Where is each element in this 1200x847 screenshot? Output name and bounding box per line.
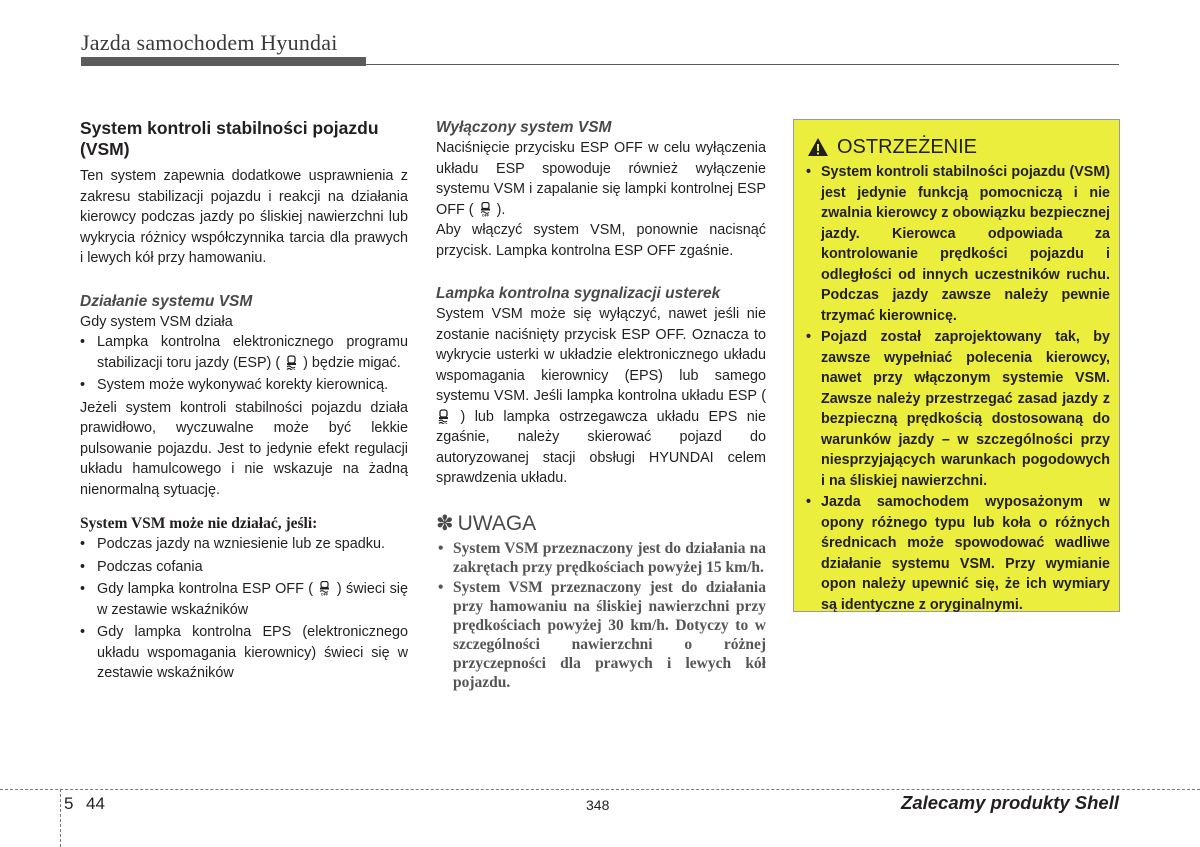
page-header-title: Jazda samochodem Hyundai [81, 30, 338, 55]
middle-column [436, 118, 766, 693]
list-item: • Pojazd został zaprojektowany tak, by zawsze wypełniać polecenia kierowcy, nawet przy włączonym systemie VSM. Zawsze należy przestrzegać zasad jazdy z bezpieczną prędkością dostosowaną do warunków jazdy – w szczególności przy niesprzyjających warunkach pogodowych i na śliskiej nawierzchni. [806, 327, 1110, 491]
conditions-heading: System VSM może nie działać, jeśli: [80, 515, 318, 532]
note-star-icon: ✽ [436, 511, 454, 535]
list-item: • System kontroli stabilności pojazdu (VSM) jest jedynie funkcją pomocniczą i nie zwalnia kierowcy z obowiązku bezpiecznej jazdy. Kierowca odpowiada za kontrolowanie prędkości pojazdu i odległości od innych uczestników ruchu. Podczas jazdy zawsze należy pewnie trzymać kierownicę. [806, 162, 1110, 326]
left-column [80, 118, 408, 686]
vsm-off-heading: Wyłączony system VSM [436, 119, 612, 136]
list-item: • Lampka kontrolna elektronicznego programu stabilizacji toru jazdy (ESP) ( ) będzie migać. [80, 332, 408, 373]
list-item: • Gdy lampka kontrolna ESP OFF ( OFF ) świeci się w zestawie wskaźników [80, 579, 408, 620]
footer-slogan: Zalecamy produkty Shell [901, 792, 1119, 813]
warning-title: OSTRZEŻENIE [837, 136, 978, 158]
esp-skid-icon [285, 355, 298, 370]
warning-list [806, 162, 1110, 616]
esp-skid-icon [437, 409, 450, 424]
operation-lead: Gdy system VSM działa [80, 313, 233, 330]
list-item: • System VSM przeznaczony jest do działania na zakrętach przy prędkościach powyżej 15 km/h. [436, 539, 766, 577]
section-page-number: 44 [86, 794, 105, 813]
note-title: UWAGA [457, 511, 537, 535]
list-item: • System może wykonywać korekty kierownicą. [80, 375, 408, 396]
esp-off-icon [479, 202, 492, 217]
malfunction-paragraph: System VSM może się wyłączyć, nawet jeśli nie zostanie naciśnięty przycisk ESP OFF. Oznacza to wykrycie usterki w układzie elektronicznego układu wspomagania kierownicy (EPS) lub samego systemu VSM. Jeśli lampka kontrolna układu ESP ( ) lub lampka ostrzegawcza układu EPS nie zgaśnie, należy skierować pojazd do autoryzowanej stacji obsługi HYUNDAI celem sprawdzenia układu. [436, 306, 767, 486]
list-item: • Jazda samochodem wyposażonym w opony różnego typu lub koła o różnych średnicach może spowodować wadliwe działanie systemu VSM. Przy wymianie opon należy upewnić się, że ich wymiary są identyczne z oryginalnymi. [806, 492, 1110, 615]
page-number: 348 [586, 797, 610, 813]
vsm-off-paragraph: Naciśnięcie przycisku ESP OFF w celu wyłączenia układu ESP spowoduje również wyłączenie systemu VSM i zapalanie się lampki kontrolnej ESP OFF ( OFF ). [436, 140, 766, 218]
list-item: • Podczas jazdy na wzniesienie lub ze spadku. [80, 534, 408, 555]
header-rule [366, 64, 1119, 65]
operation-heading: Działanie systemu VSM [80, 292, 253, 310]
warning-triangle-icon [807, 137, 829, 157]
header-bar [81, 57, 366, 66]
note-list [436, 539, 766, 692]
warning-heading [807, 135, 977, 159]
intro-paragraph: Ten system zapewnia dodatkowe usprawnienia z zakresu stabilizacji pojazdu i reakcji na działania kierowcy podczas jazdy po śliskiej nawierzchni lub wykrycia różnicy współczynnika tarcia dla prawych i lewych kół przy hamowaniu. [80, 168, 408, 266]
list-item: • System VSM przeznaczony jest do działania przy hamowaniu na śliskiej nawierzchni przy prędkościach powyżej 30 km/h. Dotyczy to w szczególności nawierzchni o różnej przyczepności dla prawych i lewych kół pojazdu. [436, 578, 766, 692]
operation-paragraph: Jeżeli system kontroli stabilności pojazdu działa prawidłowo, wyczuwalne może być lekkie pulsowanie pojazdu. Jest to jedynie efekt regulacji układu hamulcowego i nie wskazuje na żadną nienormalną sytuację. [80, 399, 408, 498]
list-item: • Gdy lampka kontrolna EPS (elektronicznego układu wspomagania kierownicy) świeci się w zestawie wskaźników [80, 622, 408, 684]
note-heading [436, 512, 766, 536]
malfunction-heading: Lampka kontrolna sygnalizacji usterek [436, 285, 721, 302]
conditions-list [80, 534, 408, 684]
list-item: • Podczas cofania [80, 557, 408, 578]
vsm-on-paragraph: Aby włączyć system VSM, ponownie nacisnąć przycisk. Lampka kontrolna ESP OFF zgaśnie. [436, 222, 766, 259]
svg-text:OFF: OFF [481, 213, 489, 217]
svg-text:OFF: OFF [321, 592, 329, 596]
esp-off-icon [318, 581, 331, 596]
footer-vertical-divider [60, 789, 61, 847]
chapter-number: 5 [64, 794, 74, 813]
footer-divider [0, 789, 1200, 790]
warning-box [793, 119, 1120, 612]
operation-list [80, 332, 408, 396]
section-title: System kontroli stabilności pojazdu (VSM) [80, 118, 379, 159]
